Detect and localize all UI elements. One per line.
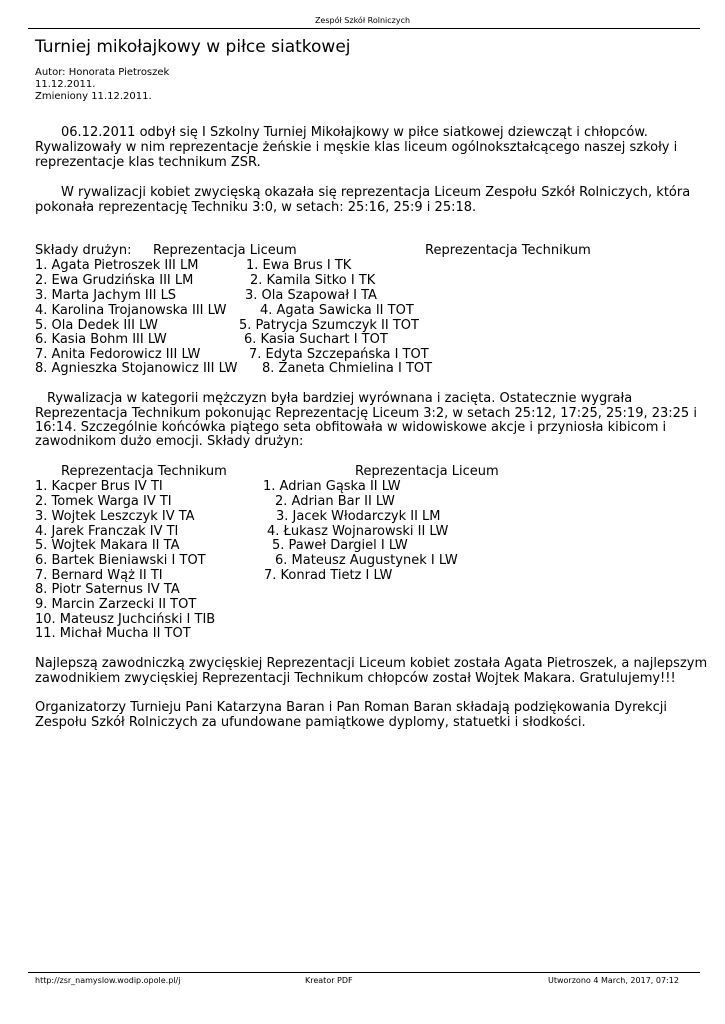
roster-item: 6. Bartek Bieniawski I TOT: [35, 553, 206, 568]
paragraph-line: zawodnikom dużo emocji. Składy drużyn:: [35, 434, 304, 449]
roster-item: 8. Żaneta Chmielina I TOT: [262, 361, 433, 376]
roster-item: 3. Jacek Włodarczyk II LM: [276, 509, 441, 524]
men-liceum-header: Reprezentacja Liceum: [355, 464, 499, 479]
paragraph-line: 06.12.2011 odbył się I Szkolny Turniej Mikołajkowy w piłce siatkowej dziewcząt i chłopców.: [61, 125, 648, 140]
roster-item: 1. Adrian Gąska II LW: [263, 479, 401, 494]
paragraph-line: Zespołu Szkół Rolniczych za ufundowane pamiątkowe dyplomy, statuetki i słodkości.: [35, 715, 586, 730]
roster-item: 6. Mateusz Augustynek I LW: [275, 553, 458, 568]
date-line: 11.12.2011.: [35, 79, 96, 90]
roster-item: 2. Kamila Sitko I TK: [250, 273, 376, 288]
footer-generator: Kreator PDF: [305, 976, 353, 985]
roster-item: 5. Paweł Dargiel I LW: [272, 538, 408, 553]
roster-item: 4. Karolina Trojanowska III LW: [35, 303, 227, 318]
roster-item: 7. Edyta Szczepańska I TOT: [249, 347, 429, 362]
roster-item: 8. Piotr Saternus IV TA: [35, 582, 180, 597]
roster-item: 7. Anita Fedorowicz III LW: [35, 347, 201, 362]
roster-item: 6. Kasia Bohm III LW: [35, 332, 167, 347]
rosters-label: Składy drużyn:: [35, 243, 132, 258]
roster-item: 3. Marta Jachym III LS: [35, 288, 177, 303]
roster-item: 4. Jarek Franczak IV TI: [35, 524, 179, 539]
roster-item: 10. Mateusz Juchciński I TIB: [35, 612, 216, 627]
roster-item: 1. Agata Pietroszek III LM: [35, 258, 199, 273]
roster-item: 4. Łukasz Wojnarowski II LW: [267, 524, 449, 539]
paragraph-line: Rywalizowały w nim reprezentacje żeńskie i męskie klas liceum ogólnokształcącego naszej szkoły i: [35, 140, 678, 155]
roster-item: 7. Konrad Tietz I LW: [264, 568, 393, 583]
paragraph-line: Rywalizacja w kategorii mężczyzn była bardziej wyrównana i zacięta. Ostatecznie wygrała: [47, 391, 633, 406]
paragraph-line: Organizatorzy Turnieju Pani Katarzyna Baran i Pan Roman Baran składają podziękowania Dyrekcji: [35, 700, 668, 715]
roster-item: 7. Bernard Wąż II TI: [35, 568, 163, 583]
roster-item: 1. Ewa Brus I TK: [246, 258, 352, 273]
roster-item: 4. Agata Sawicka II TOT: [260, 303, 414, 318]
roster-item: 2. Ewa Grudzińska III LM: [35, 273, 194, 288]
roster-item: 6. Kasia Suchart I TOT: [244, 332, 388, 347]
roster-item: 2. Adrian Bar II LW: [275, 494, 395, 509]
paragraph-line: W rywalizacji kobiet zwycięską okazała się reprezentacja Liceum Zespołu Szkół Rolniczych, która: [61, 185, 691, 200]
roster-item: 9. Marcin Zarzecki II TOT: [35, 597, 197, 612]
paragraph-line: Najlepszą zawodniczką zwycięskiej Reprezentacji Liceum kobiet została Agata Pietroszek, a najlepszym: [35, 656, 708, 671]
women-technikum-header: Reprezentacja Technikum: [425, 243, 591, 258]
header-divider: [28, 28, 700, 29]
paragraph-line: 16:14. Szczególnie końcówka piątego seta obfitowała w widowiskowe akcje i przyniosła kibicom i: [35, 420, 667, 435]
roster-item: 3. Ola Szapował I TA: [245, 288, 377, 303]
author-line: Autor: Honorata Pietroszek: [35, 67, 170, 78]
paragraph-line: Reprezentacja Technikum pokonując Reprezentację Liceum 3:2, w setach 25:12, 17:25, 25:19, 23:25 i: [35, 406, 697, 421]
modified-line: Zmieniony 11.12.2011.: [35, 91, 152, 102]
roster-item: 2. Tomek Warga IV TI: [35, 494, 172, 509]
footer-created: Utworzono 4 March, 2017, 07:12: [548, 976, 679, 985]
roster-item: 3. Wojtek Leszczyk IV TA: [35, 509, 195, 524]
paragraph-line: zawodnikiem zwycięskiej Reprezentacji Technikum chłopców został Wojtek Makara. Gratulujemy!!!: [35, 671, 676, 686]
roster-item: 5. Patrycja Szumczyk II TOT: [239, 318, 419, 333]
men-technikum-header: Reprezentacja Technikum: [61, 464, 227, 479]
site-header: Zespół Szkół Rolniczych: [314, 16, 411, 25]
roster-item: 5. Ola Dedek III LW: [35, 318, 158, 333]
roster-item: 11. Michał Mucha II TOT: [35, 626, 191, 641]
page-title: Turniej mikołajkowy w piłce siatkowej: [35, 37, 351, 57]
paragraph-line: pokonała reprezentację Techniku 3:0, w setach: 25:16, 25:9 i 25:18.: [35, 200, 477, 215]
footer-divider: [28, 972, 700, 973]
roster-item: 8. Agnieszka Stojanowicz III LW: [35, 361, 238, 376]
roster-item: 1. Kacper Brus IV TI: [35, 479, 163, 494]
paragraph-line: reprezentacje klas technikum ZSR.: [35, 155, 261, 170]
women-liceum-header: Reprezentacja Liceum: [153, 243, 297, 258]
footer-url[interactable]: http://zsr_namyslow.wodip.opole.pl/j: [35, 976, 181, 985]
roster-item: 5. Wojtek Makara II TA: [35, 538, 180, 553]
